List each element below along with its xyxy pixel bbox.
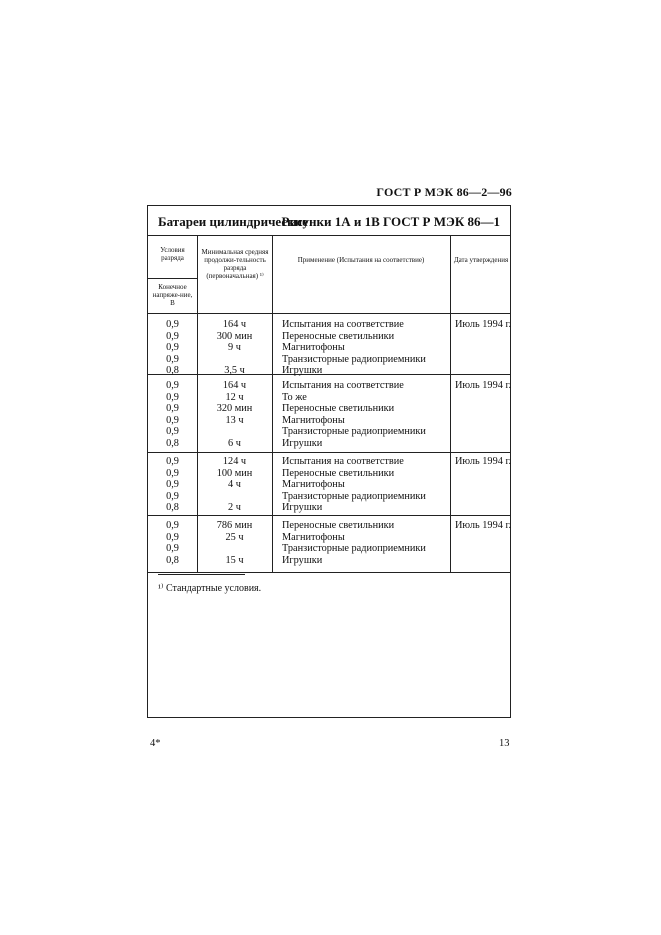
voltage-cell: 0,9 bbox=[166, 543, 179, 555]
voltage-cell: 0,9 bbox=[166, 531, 179, 543]
duration-cell: 9 ч bbox=[228, 342, 241, 354]
duration-cell: 300 мин bbox=[216, 330, 253, 342]
application-cell: Игрушки bbox=[282, 554, 323, 566]
application-cell: Испытания на соответствие bbox=[282, 380, 404, 391]
application-cell: Переносные светильники bbox=[282, 330, 395, 342]
application-cell: Магнитофоны bbox=[282, 531, 345, 543]
footnote: ¹⁾ Стандартные условия. bbox=[158, 583, 262, 594]
voltage-cell: 0,9 bbox=[166, 414, 179, 426]
application-cell: Испытания на соответствие bbox=[282, 456, 404, 467]
voltage-cell: 0,9 bbox=[166, 403, 179, 415]
duration-cell: 320 мин bbox=[216, 403, 253, 415]
application-cell: То же bbox=[282, 391, 307, 403]
duration-cell: 13 ч bbox=[225, 414, 244, 426]
voltage-cell: 0,9 bbox=[166, 490, 179, 502]
document-header: ГОСТ Р МЭК 86—2—96 bbox=[376, 185, 512, 199]
application-cell: Транзисторные радиоприемники bbox=[282, 543, 426, 555]
table-title-right: Рисунки 1А и 1В ГОСТ Р МЭК 86—1 bbox=[281, 214, 500, 229]
duration-cell: 164 ч bbox=[222, 319, 247, 330]
col-head-conditions: Условия разряда bbox=[160, 246, 185, 262]
col-divider bbox=[272, 236, 273, 572]
duration-cell: 15 ч bbox=[225, 554, 244, 566]
voltage-cell: 0,9 bbox=[166, 380, 179, 391]
application-cell: Игрушки bbox=[282, 438, 323, 449]
duration-cell: 12 ч bbox=[225, 391, 244, 403]
duration-cell: 786 мин bbox=[216, 520, 253, 531]
application-cell: Испытания на соответствие bbox=[282, 319, 404, 330]
application-cell: Переносные светильники bbox=[282, 403, 395, 415]
duration-cell: 4 ч bbox=[228, 479, 241, 491]
page-mark-left: 4* bbox=[150, 738, 161, 749]
page-number: 13 bbox=[499, 738, 510, 749]
application-cell: Магнитофоны bbox=[282, 342, 345, 354]
col-head-duration: Минимальная средняя продолжи-тельность разряда (первоначальная) ¹⁾ bbox=[201, 248, 269, 280]
application-cell: Игрушки bbox=[282, 502, 323, 514]
duration-cell: 164 ч bbox=[222, 380, 247, 391]
date-cell: Июль 1994 г. bbox=[455, 520, 512, 531]
voltage-cell: 0,9 bbox=[166, 426, 179, 438]
col-head-final-voltage: Конечное напряже-ние, В bbox=[152, 283, 193, 307]
duration-cell: 2 ч bbox=[228, 502, 241, 514]
voltage-cell: 0,9 bbox=[166, 319, 179, 330]
row-divider bbox=[148, 515, 510, 516]
footnote-separator bbox=[158, 574, 245, 575]
voltage-cell: 0,9 bbox=[166, 353, 179, 365]
row-divider bbox=[148, 313, 510, 314]
application-cell: Переносные светильники bbox=[282, 467, 395, 479]
voltage-cell: 0,9 bbox=[166, 479, 179, 491]
duration-cell: 100 мин bbox=[216, 467, 253, 479]
duration-cell: 124 ч bbox=[222, 456, 247, 467]
table-title-left: Батареи цилиндрические bbox=[158, 214, 308, 229]
col-divider bbox=[450, 236, 451, 572]
voltage-cell: 0,9 bbox=[166, 391, 179, 403]
application-cell: Транзисторные радиоприемники bbox=[282, 490, 426, 502]
voltage-cell: 0,9 bbox=[166, 342, 179, 354]
date-cell: Июль 1994 г. bbox=[455, 380, 512, 391]
voltage-cell: 0,8 bbox=[166, 502, 179, 514]
application-cell: Магнитофоны bbox=[282, 479, 345, 491]
application-cell: Переносные светильники bbox=[282, 520, 395, 531]
voltage-cell: 0,8 bbox=[166, 554, 179, 566]
row-divider bbox=[148, 572, 510, 573]
voltage-cell: 0,9 bbox=[166, 330, 179, 342]
application-cell: Транзисторные радиоприемники bbox=[282, 353, 426, 365]
date-cell: Июль 1994 г. bbox=[455, 319, 512, 330]
col-head-date: Дата утверждения bbox=[453, 256, 509, 264]
col-head-application: Применение (Испытания на соответствие) bbox=[297, 256, 425, 264]
duration-cell: 25 ч bbox=[225, 531, 244, 543]
voltage-cell: 0,9 bbox=[166, 467, 179, 479]
voltage-cell: 0,9 bbox=[166, 520, 179, 531]
table-title-row bbox=[148, 206, 510, 236]
duration-cell: 6 ч bbox=[228, 438, 241, 449]
duration-cell: 3,5 ч bbox=[224, 365, 245, 377]
application-cell: Игрушки bbox=[282, 365, 323, 377]
row-divider bbox=[148, 452, 510, 453]
application-cell: Магнитофоны bbox=[282, 414, 345, 426]
voltage-cell: 0,9 bbox=[166, 456, 179, 467]
battery-table bbox=[147, 205, 511, 718]
voltage-cell: 0,8 bbox=[166, 365, 179, 377]
date-cell: Июль 1994 г. bbox=[455, 456, 512, 467]
voltage-cell: 0,8 bbox=[166, 438, 179, 449]
application-cell: Транзисторные радиоприемники bbox=[282, 426, 426, 438]
sub-header-divider bbox=[148, 278, 197, 279]
